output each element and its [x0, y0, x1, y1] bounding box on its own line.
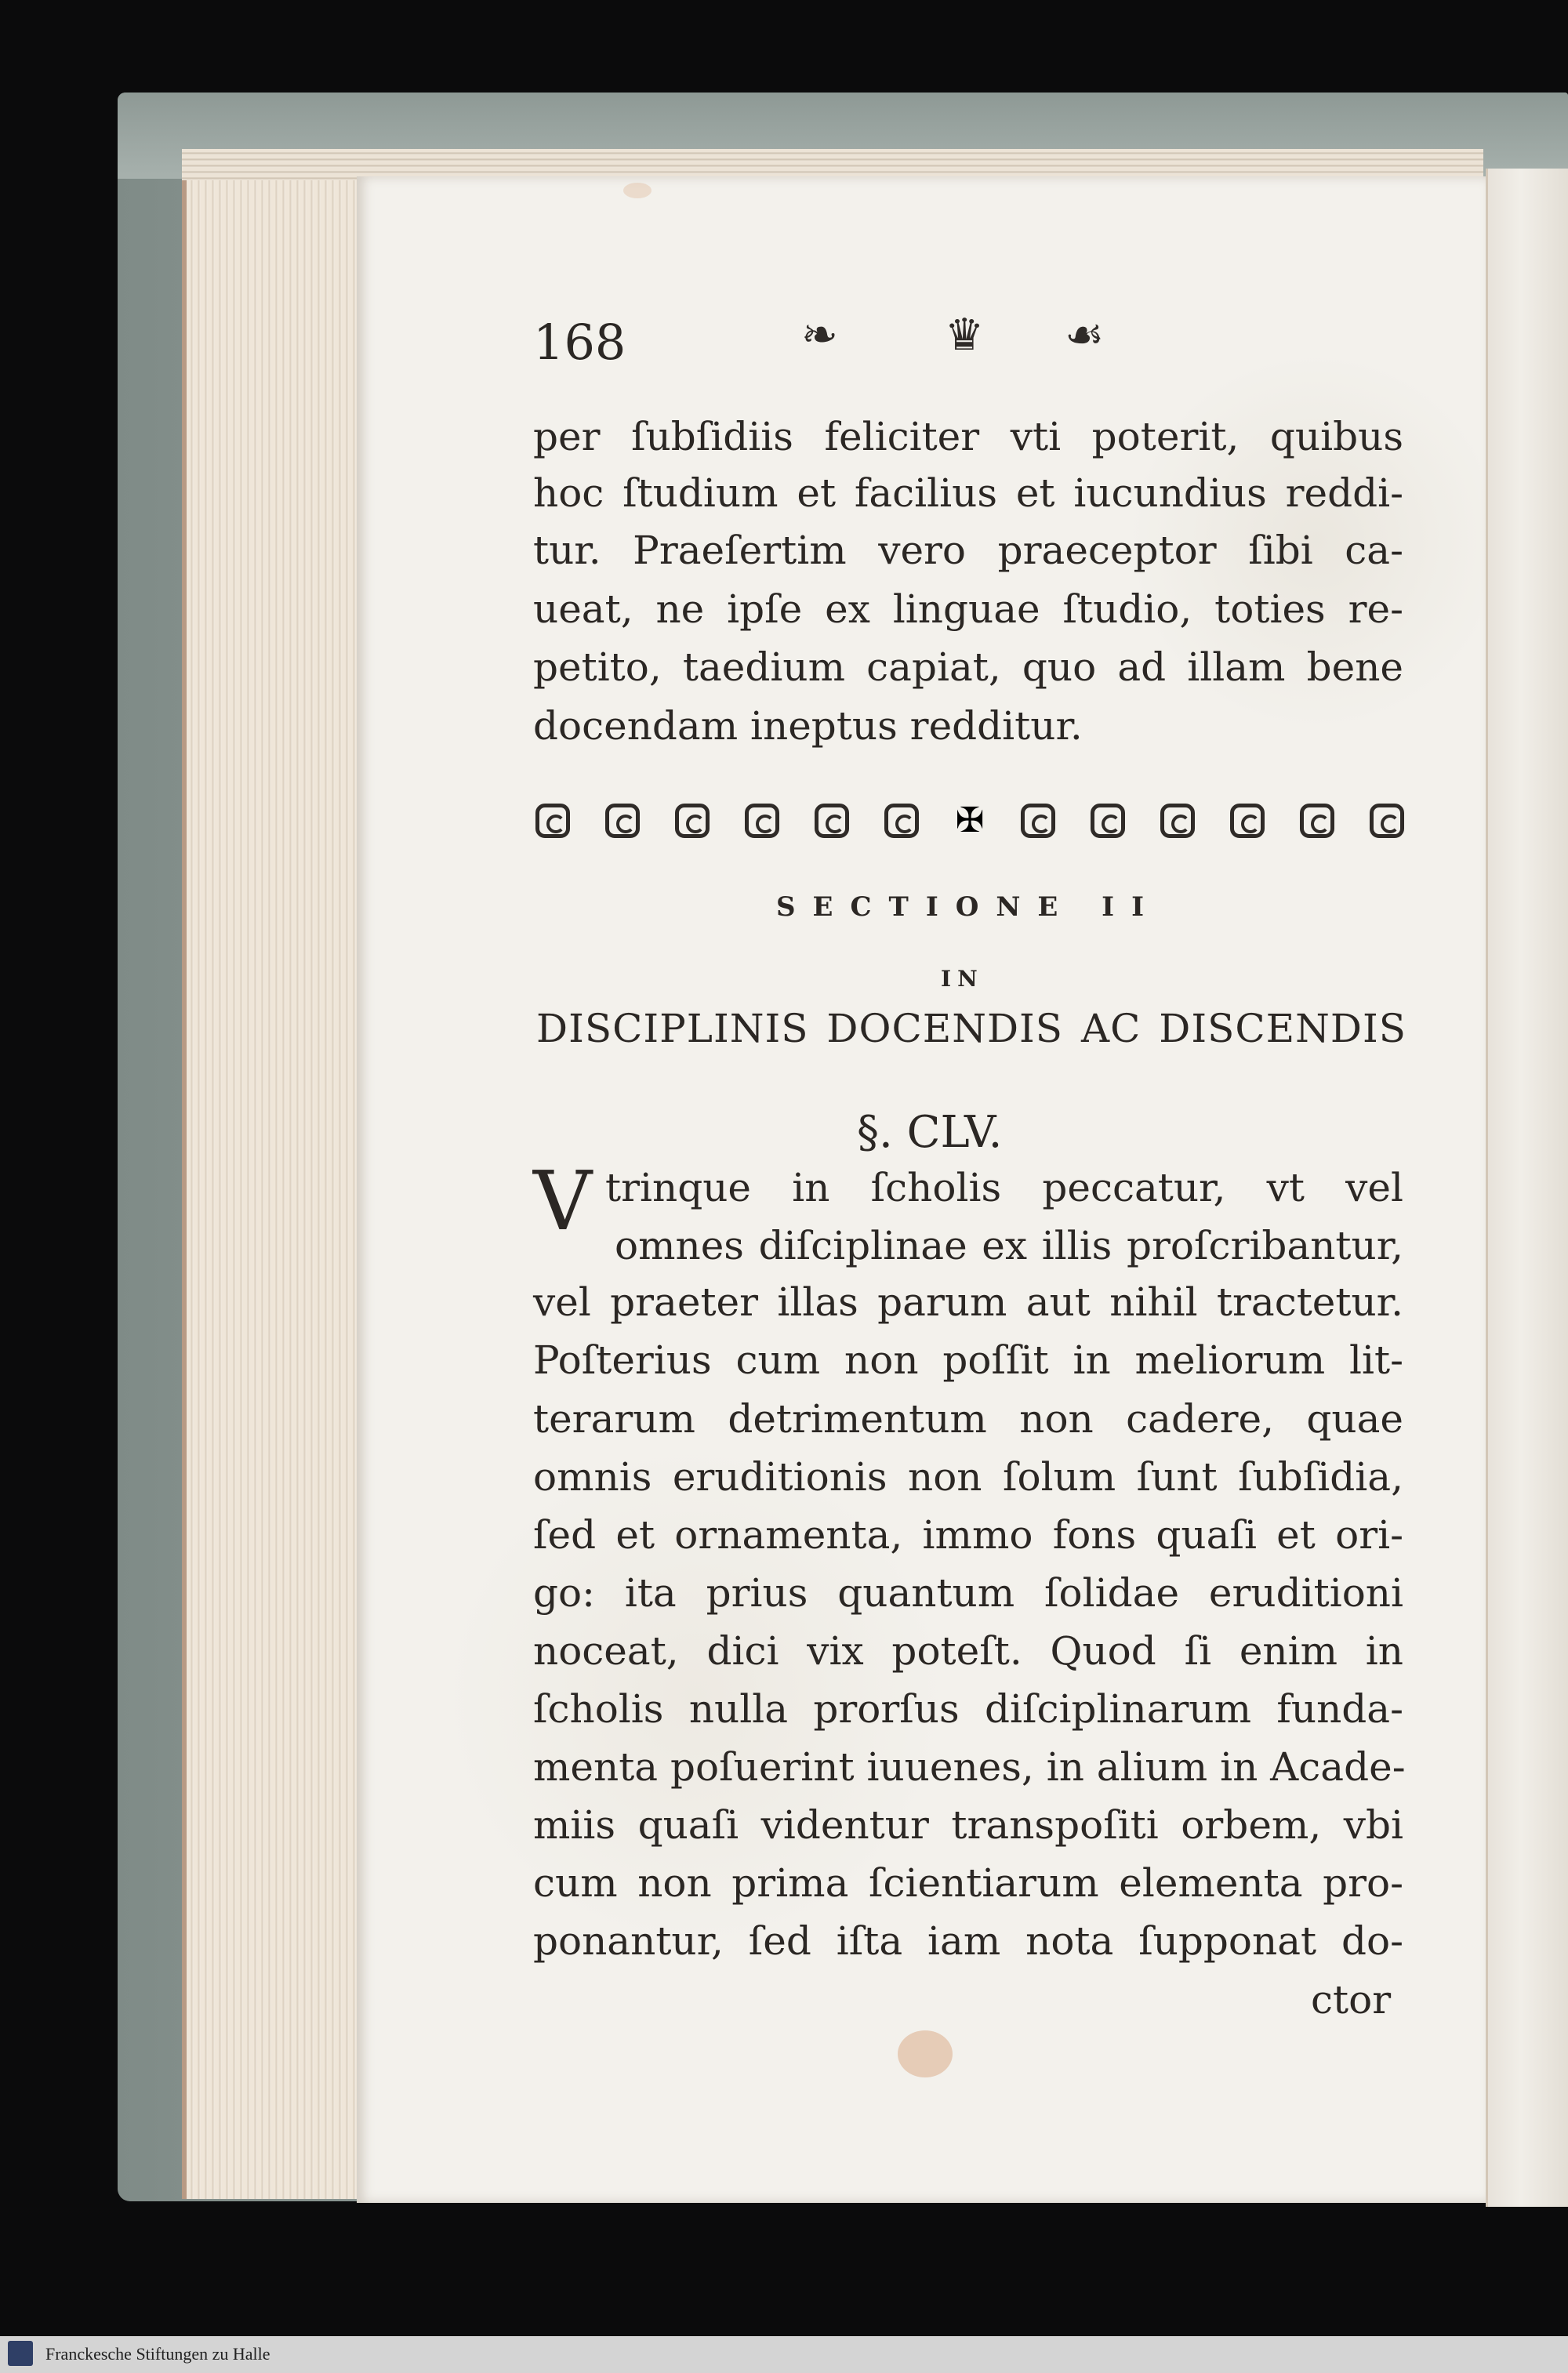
- text-line: go: ita prius quantum ſolidae eruditioni: [533, 1570, 1403, 1616]
- text-line: menta poſuerint iuuenes, in alium in Acade-: [533, 1744, 1406, 1790]
- section-label: SECTIONE II: [776, 891, 1161, 923]
- text-line: terarum detrimentum non cadere, quae: [533, 1396, 1403, 1442]
- text-line: ueat, ne ipſe ex linguae ſtudio, toties re-: [533, 586, 1403, 632]
- border-scroll-icon: [1160, 804, 1195, 838]
- drop-cap: V: [533, 1153, 593, 1249]
- text-line: petito, taedium capiat, quo ad illam bene: [533, 644, 1403, 690]
- facing-page-edge: [1486, 169, 1568, 2207]
- ornament-right-icon: ☙: [1065, 310, 1105, 361]
- page-edges-top: [182, 149, 1483, 180]
- border-scroll-icon: [1300, 804, 1334, 838]
- section-in-label: IN: [941, 966, 984, 992]
- text-line: ſcholis nulla prorſus diſciplinarum funda-: [533, 1686, 1403, 1732]
- page-number: 168: [533, 314, 626, 371]
- border-scroll-icon: [535, 804, 570, 838]
- text-line: noceat, dici vix poteſt. Quod ſi enim in: [533, 1628, 1403, 1674]
- ornament-left-icon: ❧: [801, 310, 838, 361]
- paragraph-number: §. CLV.: [857, 1107, 1003, 1158]
- text-line: cum non prima ſcientiarum elementa pro-: [533, 1860, 1403, 1906]
- text-line: hoc ſtudium et facilius et iucundius reddi-: [533, 470, 1403, 516]
- border-scroll-icon: [1091, 804, 1125, 838]
- text-line: tur. Praeſertim vero praeceptor ſibi ca-: [533, 528, 1403, 573]
- text-line: omnes diſciplinae ex illis proſcribantur,: [615, 1223, 1403, 1268]
- catchword: ctor: [1311, 1977, 1392, 2023]
- text-line: docendam ineptus redditur.: [533, 703, 1083, 749]
- page-edges: [182, 149, 367, 2199]
- border-scroll-icon: [745, 804, 779, 838]
- border-scroll-icon: [605, 804, 640, 838]
- border-scroll-icon: [815, 804, 849, 838]
- section-heading: DISCIPLINIS DOCENDIS AC DISCENDIS: [536, 1006, 1406, 1051]
- border-scroll-icon: [675, 804, 710, 838]
- border-center-icon: ✠: [955, 800, 985, 840]
- decorative-border: [535, 798, 1404, 844]
- text-line: trinque in ſcholis peccatur, vt vel: [605, 1165, 1403, 1210]
- border-scroll-icon: [1370, 804, 1404, 838]
- paper-stain: [898, 2030, 953, 2077]
- paper-stain: [623, 183, 652, 198]
- text-line: per ſubſidiis feliciter vti poterit, quibus: [533, 414, 1403, 459]
- text-line: omnis eruditionis non ſolum ſunt ſubſidia,: [533, 1454, 1403, 1500]
- text-line: ponantur, ſed iſta iam nota ſupponat do-: [533, 1918, 1403, 1964]
- border-scroll-icon: [884, 804, 919, 838]
- text-line: miis quaſi videntur transpoſiti orbem, vbi: [533, 1802, 1403, 1848]
- text-line: vel praeter illas parum aut nihil tractetur.: [533, 1279, 1403, 1325]
- border-scroll-icon: [1021, 804, 1055, 838]
- footer-caption: Franckesche Stiftungen zu Halle: [45, 2344, 270, 2364]
- ornament-crown-icon: ♛: [945, 310, 985, 361]
- institution-logo-icon: [8, 2341, 33, 2366]
- text-line: Poſterius cum non poſſit in meliorum lit-: [533, 1337, 1403, 1383]
- border-scroll-icon: [1230, 804, 1265, 838]
- text-line: ſed et ornamenta, immo fons quaſi et ori-: [533, 1512, 1403, 1558]
